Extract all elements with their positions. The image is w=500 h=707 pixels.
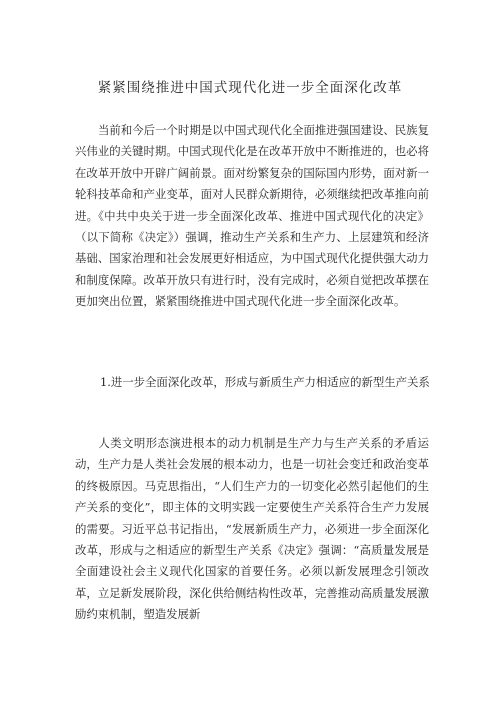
document-title: 紧紧围绕推进中国式现代化进一步全面深化改革 [97, 80, 403, 96]
paragraph-intro-text: 当前和今后一个时期是以中国式现代化全面推进强国建设、民族复兴伟业的关键时期。中国式现代化是在改革开放中不断推进的，也必将在改革开放中开辟广阔前景。面对纷繁复杂的国际国内形势，面对新一轮科技革命和产业变革，面对人民群众新期待，必须继续把改革推向前进。《中共中央关于进一步全面深化改革、推进中国式现代化的决定》（以下简称《决定》）强调，推动生产关系和生产力、上层建筑和经济基础、国家治理和社会发展更好相适应，为中国式现代化提供强大动力和制度保障。改革开放只有进行时，没有完成时，必须自觉把改革摆在更加突出位置，紧紧围绕推进中国式现代化进一步全面深化改革。 [75, 123, 429, 309]
paragraph-section-1 [75, 433, 429, 626]
section-heading-1: 1.进一步全面深化改革，形成与新质生产力相适应的新型生产关系 [100, 375, 430, 389]
paragraph-intro [75, 120, 429, 313]
paragraph-section-1-text: 人类文明形态演进根本的动力机制是生产力与生产关系的矛盾运动，生产力是人类社会发展的根本动力，也是一切社会变迁和政治变革的终极原因。马克思指出，“人们生产力的一切变化必然引起他们的生产关系的变化”，即主体的文明实践一定要使生产关系符合生产力发展的需要。习近平总书记指出，“发展新质生产力，必须进一步全面深化改革，形成与之相适应的新型生产关系《决定》强调：“高质量发展是全面建设社会主义现代化国家的首要任务。必须以新发展理念引领改革，立足新发展阶段，深化供给侧结构性改革，完善推动高质量发展激励约束机制，塑造发展新 [75, 436, 429, 622]
